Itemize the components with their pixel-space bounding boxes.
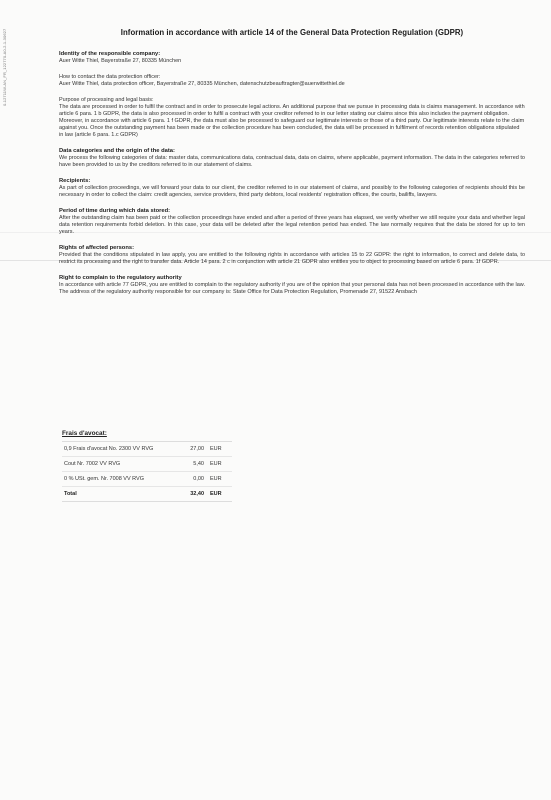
fee-amount: 27,00 <box>190 446 204 452</box>
fee-row <box>62 442 232 457</box>
fee-total-currency: EUR <box>210 491 222 497</box>
fee-currency: EUR <box>210 476 222 482</box>
fee-description: Cout Nr. 7002 VV RVG <box>64 461 121 467</box>
section-heading: Recipients: <box>59 178 91 184</box>
section-text: Auer Witte Thiel, Bayerstraße 27, 80335 München <box>59 58 182 64</box>
section-heading: Identity of the responsible company: <box>59 51 161 57</box>
document-title: Information in accordance with article 14 of the General Data Protection Regulation (GDPR) <box>120 28 464 37</box>
fee-row <box>62 472 232 487</box>
fee-total-label: Total <box>64 491 77 497</box>
section-text: Provided that the conditions stipulated in law apply, you are entitled to the following rights in accordance with articles 15 to 22 GDPR: the right to information, to correct and delete data, to restrict its processing and the right to transfer data. Article 14 para. 2 c in conjunction with article 21 GDPR also entitles you to object to processing based on article 6 para. 1f GDPR. <box>59 252 525 265</box>
section-heading: Period of time during which data stored: <box>59 208 171 214</box>
section-block <box>59 245 525 266</box>
fee-amount: 5,40 <box>193 461 204 467</box>
section-text: How to contact the data protection officer: Auer Witte Thiel, data protection officer, Bayerstraße 27, 80335 München, datenschutzbeauftragter@auerwittethiel.de <box>59 74 345 87</box>
document-page <box>59 28 525 305</box>
section-heading: Right to complain to the regulatory authority <box>59 275 182 281</box>
section-text: Purpose of processing and legal basis: The data are processed in order to fulfil the contract and in order to prosecute legal actions. An additional purpose that we pursue in processing data is claims management. In accordance with article 6 para. 1 b GDPR, the data is also processed in order to fulfil a contract with your creditor referred to in our letter stating our claims since this also includes the payment obligation. Moreover, in accordance with article 6 para. 1 f GDPR, the data must also be processed to safeguard our legitimate interests or those of a third party. Our legitimate interests relate to the claim against you. Once the outstanding payment has been made or the collection procedure has been concluded, the data will be processed in fulfilment of records retention obligations stipulated in law (article 6 para. 1.c GDPR) <box>59 97 525 138</box>
section-block <box>59 275 525 296</box>
section-block <box>59 74 525 88</box>
section-heading: Data categories and the origin of the data: <box>59 148 175 154</box>
fee-total-amount: 32,40 <box>190 491 204 497</box>
section-text: As part of collection proceedings, we will forward your data to our client, the creditor referred to in our statement of claims, and possibly to the following categories of recipients should this be necessary in order to collect the claim: credit agencies, service providers, third party debtors, local residents' registration offices, the courts, bailiffs, lawyers. <box>59 185 525 198</box>
section-block <box>59 97 525 139</box>
fee-currency: EUR <box>210 446 222 452</box>
section-text: We process the following categories of data: master data, communications data, contractual data, data on claims, where applicable, payment information. The data in the categories referred to have been provided to us by the creditors referred to in our statement of claims. <box>59 155 525 168</box>
fee-row <box>62 457 232 472</box>
sections-container <box>59 51 525 296</box>
fee-amount: 0,00 <box>193 476 204 482</box>
fee-total-row <box>62 487 232 501</box>
fee-description: 0 % USt. gem. Nr. 7008 VV RVG <box>64 476 144 482</box>
fees-title: Frais d'avocat: <box>62 430 107 437</box>
lawyer-fees-table <box>62 430 232 502</box>
fee-currency: EUR <box>210 461 222 467</box>
section-block <box>59 208 525 236</box>
fees-box <box>62 441 232 502</box>
section-text: In accordance with article 77 GDPR, you are entitled to complain to the regulatory authority if you are of the opinion that your personal data has not been processed in accordance with the law. The address of the regulatory authority responsible for our company is: State Office for Data Protection Regulation, Promenade 27, 91522 Ansbach <box>59 282 525 295</box>
section-block <box>59 51 525 65</box>
section-text: After the outstanding claim has been paid or the collection proceedings have ended and after a period of three years has elapsed, we verify whether we still require your data and whether legal data retention requirements forbid deletion. In this case, your data will be deleted after the legal retention period has ended. The law normally requires that the data be stored for up to ten years. <box>59 215 525 235</box>
section-heading: Rights of affected persons: <box>59 245 135 251</box>
fee-description: 0,9 Frais d'avocat No. 2300 VV RVG <box>64 446 154 452</box>
section-block <box>59 178 525 199</box>
side-reference-code: 0-12711W-AN_FR_122770-A0-2-1-30627 <box>2 28 7 106</box>
section-block <box>59 148 525 169</box>
